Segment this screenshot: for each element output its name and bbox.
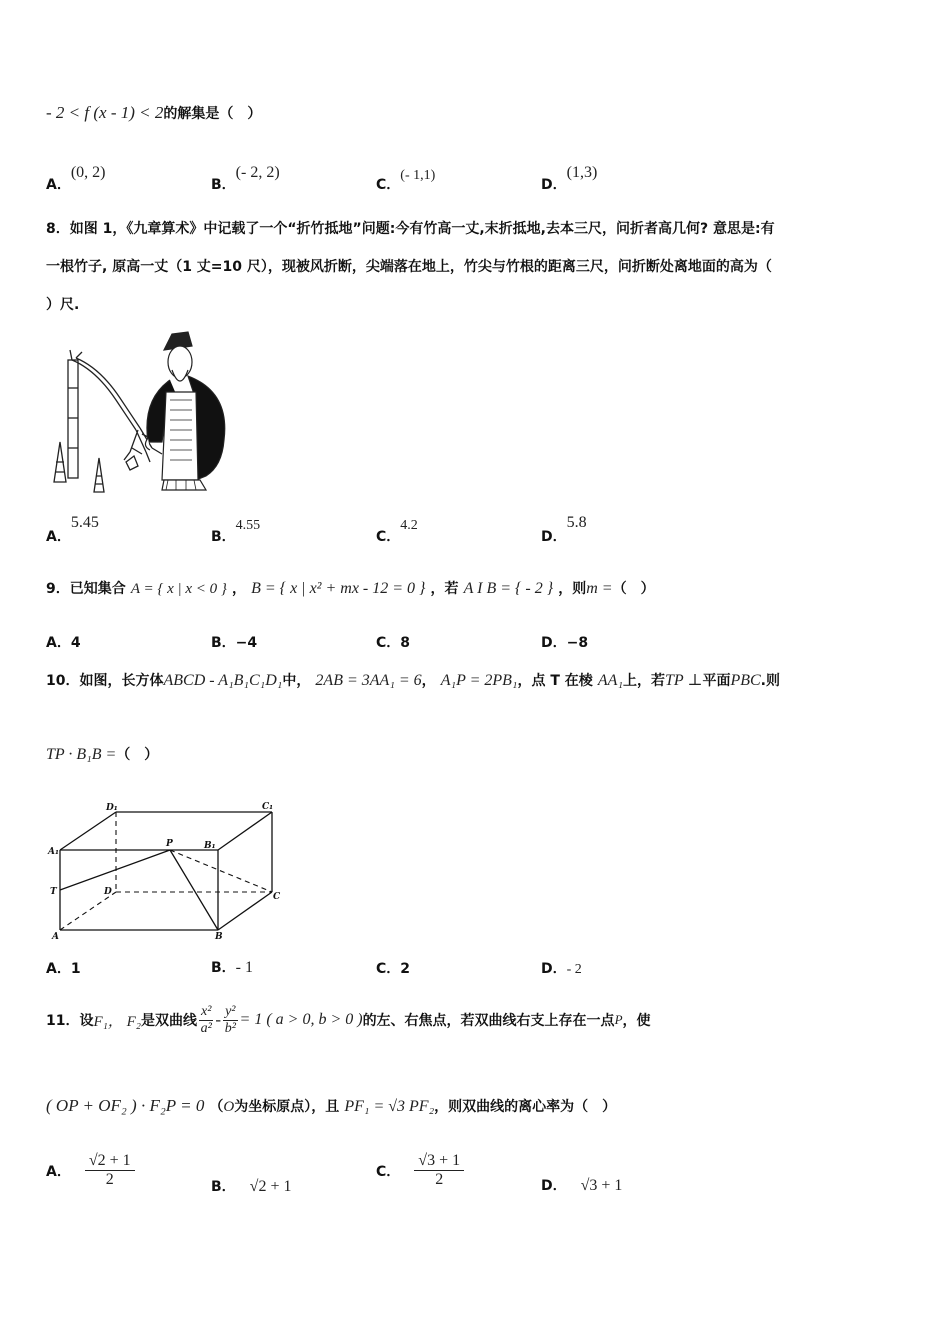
- q11-vector-equation: ( OP + OF₂ ) · F₂P = 0: [46, 1096, 205, 1115]
- label-c: C: [273, 892, 281, 902]
- label-a: A: [52, 932, 59, 942]
- q7-line: [46, 103, 261, 123]
- label-a1: A₁: [48, 847, 59, 857]
- q11-option-c[interactable]: C． √3 + 1 2: [376, 1152, 464, 1189]
- q9-option-d[interactable]: D．−8: [541, 635, 589, 651]
- q7-expr: - 2 < f (x - 1) < 2: [46, 103, 164, 122]
- q11-stem-line-1: 11．设 F₁， F₂ 是双曲线 x² a² - $\frac{\text{y²}}{\text{b²}}$ = 1 ( a > 0, b > 0 ) 的左、右焦点，若双曲线右支上存在一点 P ，使: [46, 1003, 651, 1036]
- q9-set-a: A = { x | x < 0 }: [130, 581, 227, 597]
- q7-option-c[interactable]: C．(- 1,1): [376, 168, 436, 193]
- q7-option-b[interactable]: B．(- 2, 2): [211, 164, 280, 193]
- q11-option-a[interactable]: A． √2 + 1 2: [46, 1152, 135, 1189]
- q8-option-a-value: 5.45: [70, 514, 99, 531]
- q8-option-b[interactable]: B．4.55: [211, 518, 261, 545]
- q9-condition: A I B = { - 2 }: [463, 580, 554, 597]
- bamboo-scholar-illustration: [46, 330, 232, 498]
- q10-solid: ABCD - A₁B₁C₁D₁: [163, 672, 283, 689]
- q8-line-2: 一根竹子, 原高一丈（1 丈=10 尺），现被风折断，尖端落在地上，竹尖与竹根的距离三尺，问折断处离地面的高为（: [46, 259, 772, 275]
- cuboid-figure: [46, 798, 286, 942]
- q9-option-a[interactable]: A．4: [46, 635, 81, 651]
- q8-option-d-value: 5.8: [566, 514, 587, 531]
- label-d1: D₁: [106, 803, 118, 813]
- q8-option-d[interactable]: D．5.8: [541, 514, 587, 545]
- q11-option-b[interactable]: B． √2 + 1: [211, 1178, 292, 1195]
- q9-set-b: B = { x | x² + mx - 12 = 0 }: [251, 580, 426, 597]
- q7-option-c-value: (- 1,1): [400, 168, 436, 183]
- q10-option-c[interactable]: C．2: [376, 961, 411, 977]
- q10-option-b[interactable]: B．- 1: [211, 959, 253, 976]
- q9-option-b[interactable]: B．−4: [211, 635, 258, 651]
- hyperbola-fraction-x: x² a²: [200, 1003, 212, 1036]
- label-b1: B₁: [204, 841, 216, 851]
- label-d: D: [104, 887, 112, 897]
- q8-option-a[interactable]: A．5.45: [46, 514, 99, 545]
- q8-line-3: ）尺.: [46, 297, 80, 313]
- q8-option-c[interactable]: C．4.2: [376, 518, 418, 545]
- label-t: T: [50, 887, 57, 897]
- label-c1: C₁: [262, 802, 274, 812]
- q7-option-d[interactable]: D．(1,3): [541, 164, 598, 193]
- q7-option-a[interactable]: A．(0, 2): [46, 164, 106, 193]
- q9-stem: 9．已知集合 A = { x | x < 0 } ， B = { x | x² + mx - 12 = 0 } ，若 A I B = { - 2 } ，则m =（ ）: [46, 580, 655, 597]
- q10-stem-line-2: TP · B₁B =（ ）: [46, 746, 159, 763]
- q7-option-d-value: (1,3): [566, 164, 598, 181]
- q8-option-c-value: 4.2: [400, 518, 418, 533]
- label-p: P: [166, 839, 173, 849]
- q8-line-1: 8．如图 1，《九章算术》中记载了一个“折竹抵地”问题:今有竹高一丈,末折抵地,去本三尺，问折者高几何? 意思是:有: [46, 221, 775, 237]
- q7-stem: 的解集是（ ）: [163, 106, 262, 122]
- q8-option-b-value: 4.55: [235, 518, 261, 533]
- q10-dot-product: TP · B₁B =: [46, 746, 117, 763]
- q10-stem-line-1: 10．如图，长方体ABCD - A₁B₁C₁D₁中， 2AB = 3AA₁ = 6， A₁P = 2PB₁，点 T 在棱 AA₁上，若TP ⊥平面PBC.则: [46, 672, 780, 689]
- q10-option-a[interactable]: A．1: [46, 961, 81, 977]
- q7-option-b-value: (- 2, 2): [235, 164, 280, 181]
- q7-option-a-value: (0, 2): [70, 164, 106, 181]
- label-b: B: [215, 932, 223, 942]
- q10-option-d[interactable]: D．- 2: [541, 961, 582, 977]
- q9-option-c[interactable]: C．8: [376, 635, 411, 651]
- q11-stem-line-2: ( OP + OF₂ ) · F₂P = 0 （O为坐标原点），且 PF₁ = √3 PF₂，则双曲线的离心率为（ ）: [46, 1096, 617, 1115]
- hyperbola-fraction-y: $\frac{\text{y²}}{\text{b²}}$: [224, 1003, 236, 1036]
- q11-option-d[interactable]: D． √3 + 1: [541, 1177, 623, 1194]
- q8-stem: [46, 210, 916, 324]
